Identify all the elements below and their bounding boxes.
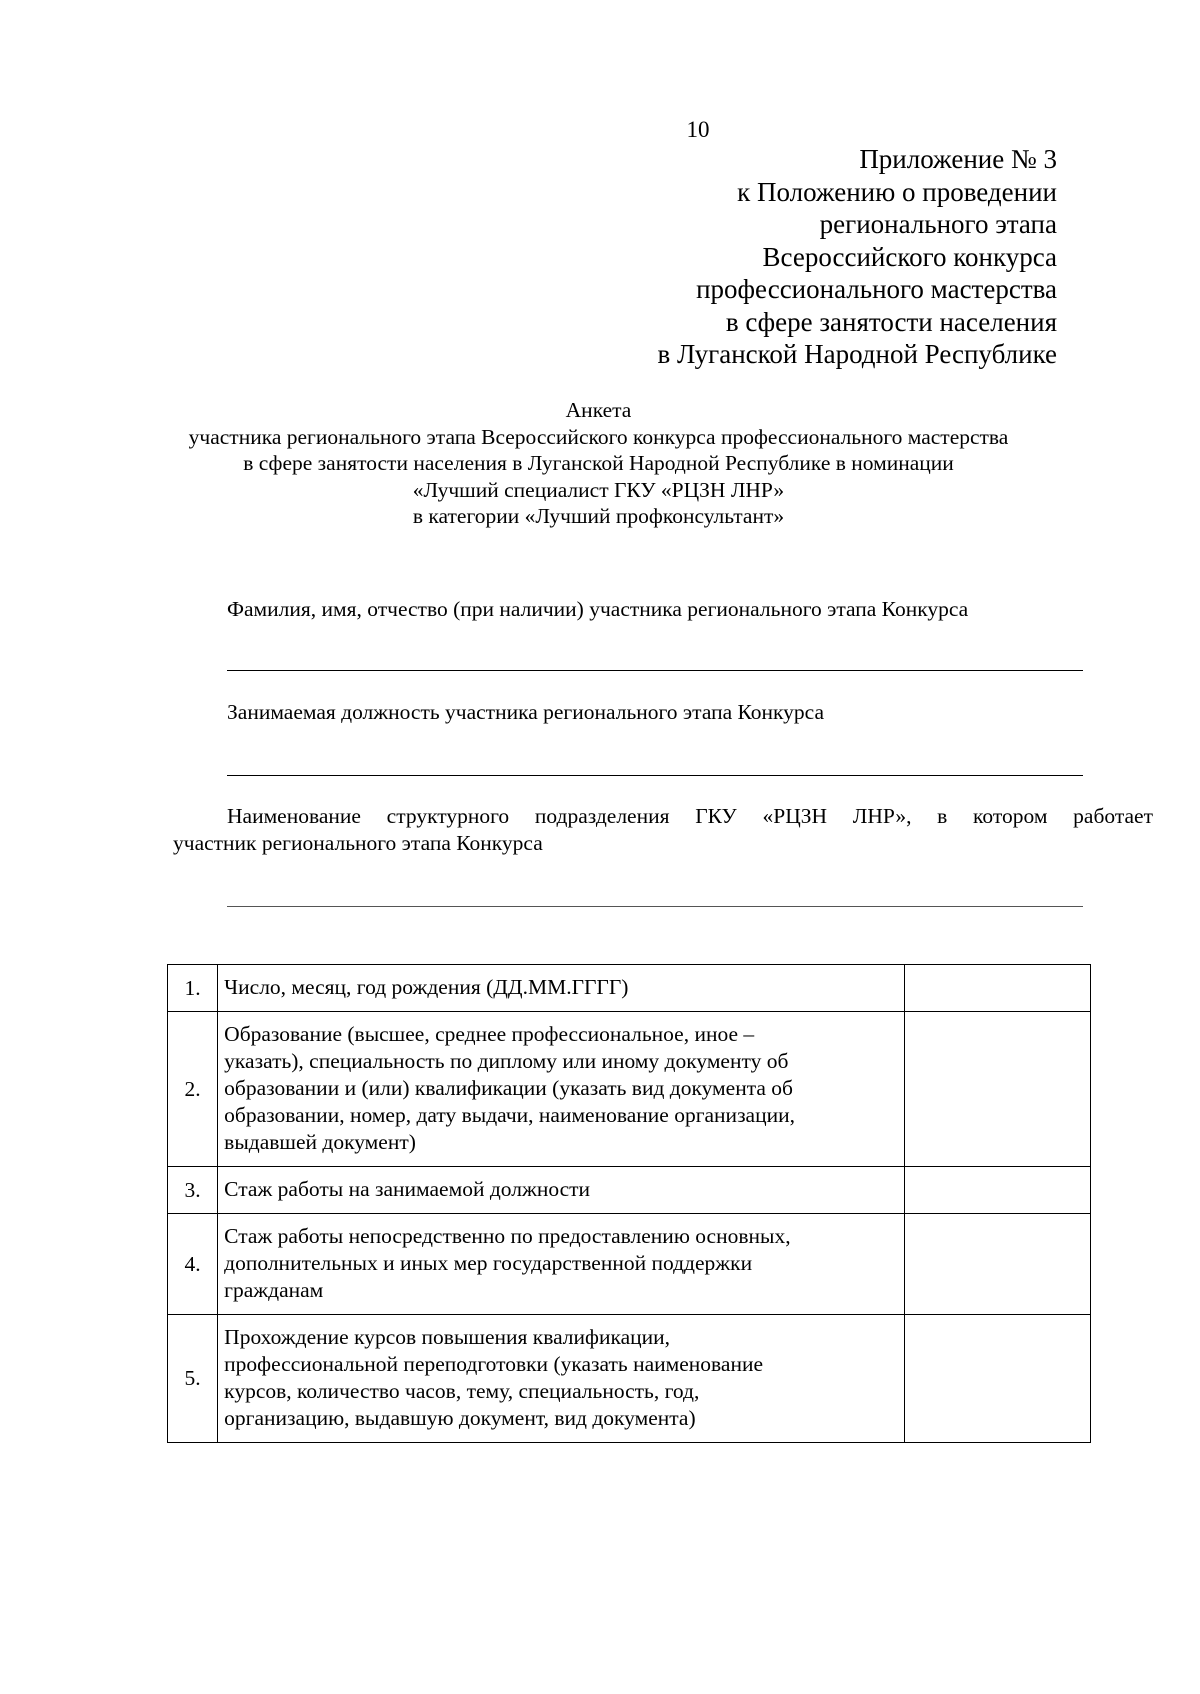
subdivision-label-line: участник регионального этапа Конкурса bbox=[173, 831, 543, 855]
full-name-label: Фамилия, имя, отчество (при наличии) участника регионального этапа Конкурса bbox=[227, 597, 969, 621]
row-answer-cell[interactable] bbox=[904, 1214, 1090, 1315]
row-question-line: Прохождение курсов повышения квалификации, bbox=[224, 1325, 671, 1349]
row-question-line: дополнительных и иных мер государственной поддержки bbox=[224, 1251, 753, 1275]
row-number: 1. bbox=[168, 965, 218, 1012]
form-title-line: в категории «Лучший профконсультант» bbox=[412, 504, 785, 528]
subdivision-label bbox=[173, 803, 1153, 857]
row-question-line: выдавшей документ) bbox=[224, 1130, 416, 1154]
subdivision-label-line: Наименование структурного подразделения ГКУ «РЦЗН ЛНР», в котором работает bbox=[227, 804, 1153, 828]
full-name-field[interactable] bbox=[227, 670, 1083, 671]
table-row bbox=[168, 1315, 1091, 1443]
row-question-line: Стаж работы на занимаемой должности bbox=[224, 1177, 591, 1201]
row-question-line: Образование (высшее, среднее профессиональное, иное – bbox=[224, 1022, 755, 1046]
row-answer-cell[interactable] bbox=[904, 1167, 1090, 1214]
appendix-line: профессионального мастерства bbox=[696, 274, 1057, 304]
table-row bbox=[168, 965, 1091, 1012]
page-number: 10 bbox=[686, 117, 710, 142]
participant-info-table bbox=[167, 964, 1091, 1443]
row-number: 5. bbox=[168, 1315, 218, 1443]
position-label: Занимаемая должность участника регионального этапа Конкурса bbox=[227, 700, 825, 724]
row-question bbox=[218, 1167, 904, 1214]
form-title-line: «Лучший специалист ГКУ «РЦЗН ЛНР» bbox=[412, 477, 785, 502]
appendix-line: Всероссийского конкурса bbox=[762, 241, 1057, 272]
table-row bbox=[168, 1167, 1091, 1214]
form-title bbox=[170, 397, 1027, 530]
table-row bbox=[168, 1214, 1091, 1315]
table-row bbox=[168, 1012, 1091, 1167]
row-question-line: профессиональной переподготовки (указать наименование bbox=[224, 1352, 763, 1376]
appendix-line: в Луганской Народной Республике bbox=[657, 339, 1057, 369]
row-question bbox=[218, 1214, 904, 1315]
appendix-header bbox=[658, 143, 1057, 371]
row-number: 2. bbox=[168, 1012, 218, 1167]
row-number: 4. bbox=[168, 1214, 218, 1315]
row-question-line: Стаж работы непосредственно по предоставлению основных, bbox=[224, 1224, 791, 1248]
subdivision-field[interactable] bbox=[227, 906, 1083, 907]
position-field[interactable] bbox=[227, 775, 1083, 776]
row-question-line: организацию, выдавшую документ, вид документа) bbox=[224, 1406, 696, 1430]
row-answer-cell[interactable] bbox=[904, 965, 1090, 1012]
row-question-line: указать), специальность по диплому или иному документу об bbox=[224, 1049, 789, 1073]
appendix-line: к Положению о проведении bbox=[737, 176, 1057, 207]
row-question-line: курсов, количество часов, тему, специальность, год, bbox=[224, 1379, 700, 1403]
row-question bbox=[218, 1315, 904, 1443]
form-title-line: участника регионального этапа Всероссийского конкурса профессионального мастерства bbox=[188, 424, 1009, 449]
row-question-line: образовании и (или) квалификации (указать вид документа об bbox=[224, 1076, 793, 1100]
row-question bbox=[218, 965, 904, 1012]
row-question-line: образовании, номер, дату выдачи, наименование организации, bbox=[224, 1103, 795, 1127]
row-question-line: гражданам bbox=[224, 1278, 324, 1302]
row-question-line: Число, месяц, год рождения (ДД.ММ.ГГГГ) bbox=[224, 975, 629, 999]
form-title-line: в сфере занятости населения в Луганской Народной Республике в номинации bbox=[243, 451, 954, 475]
appendix-line: Приложение № 3 bbox=[859, 144, 1057, 174]
row-number: 3. bbox=[168, 1167, 218, 1214]
appendix-line: регионального этапа bbox=[819, 209, 1057, 239]
row-answer-cell[interactable] bbox=[904, 1315, 1090, 1443]
appendix-line: в сфере занятости населения bbox=[725, 306, 1057, 337]
form-title-line: Анкета bbox=[565, 398, 632, 422]
row-question bbox=[218, 1012, 904, 1167]
row-answer-cell[interactable] bbox=[904, 1012, 1090, 1167]
